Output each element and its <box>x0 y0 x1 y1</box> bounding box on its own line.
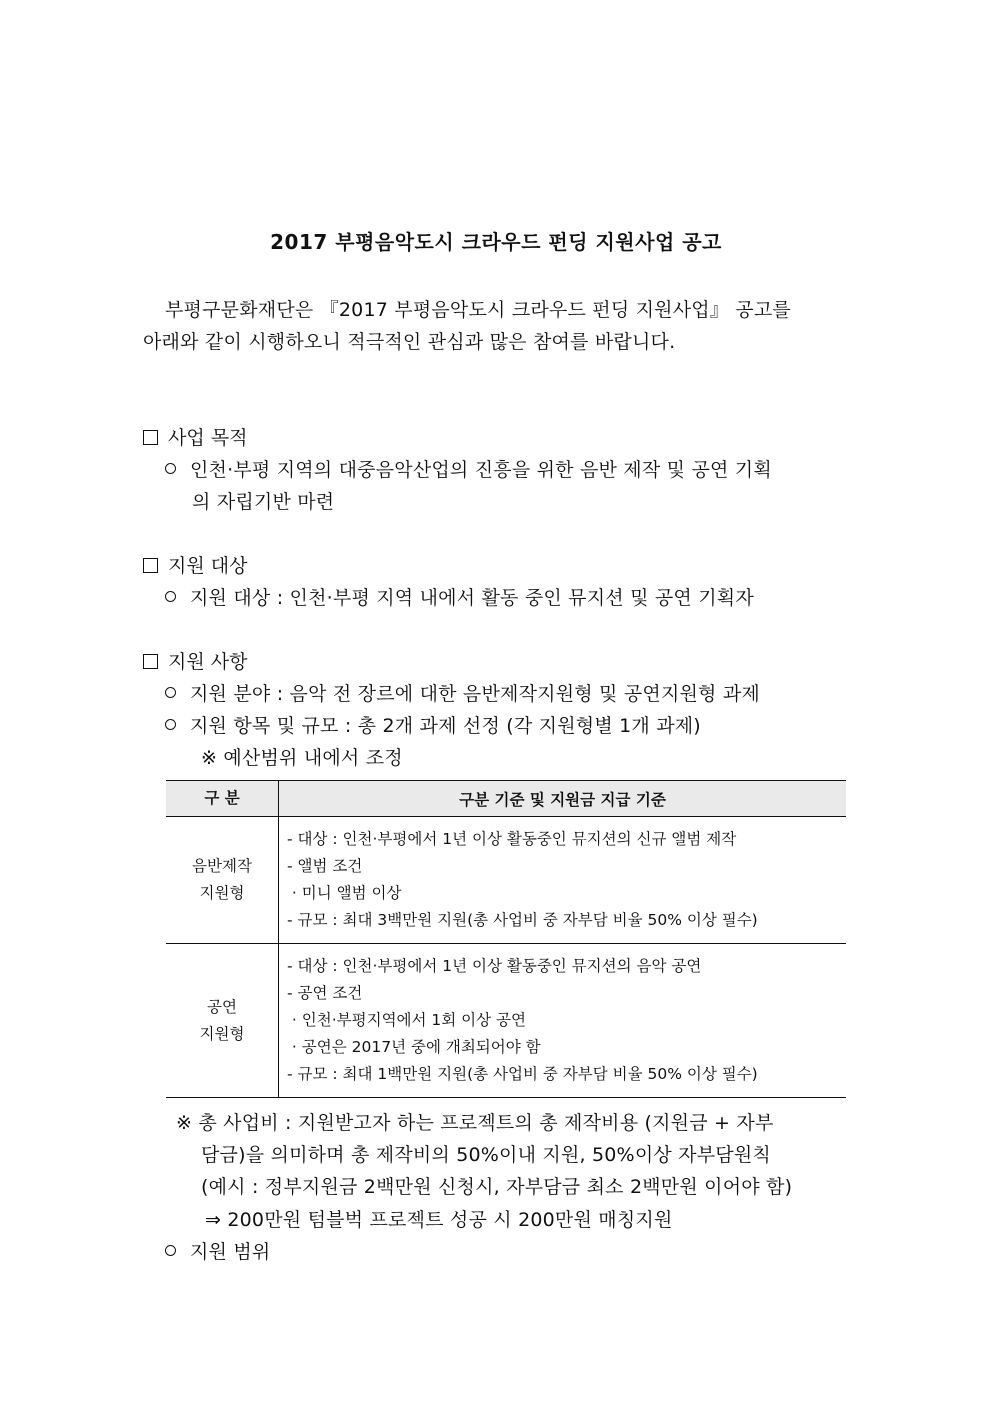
row-category-line: 지원형 <box>199 1024 245 1043</box>
criteria-line: - 공연 조건 <box>287 984 363 1002</box>
criteria-line: - 앨범 조건 <box>287 857 363 875</box>
circle-bullet-icon <box>165 1245 176 1256</box>
details-bullet-2 <box>165 711 701 738</box>
checkbox-square-icon <box>143 654 158 669</box>
row-category-line: 공연 <box>207 997 237 1016</box>
footnote-line-3: (예시 : 정부지원금 2백만원 신청시, 자부담금 최소 2백만원 이어야 함) <box>201 1176 793 1198</box>
document-title: 2017 부평음악도시 크라우드 펀딩 지원사업 공고 <box>270 230 722 254</box>
row-criteria <box>279 944 847 1098</box>
intro-line-2: 아래와 같이 시행하오니 적극적인 관심과 많은 참여를 바랍니다. <box>143 331 676 353</box>
section-target-title: 지원 대상 <box>168 555 248 577</box>
row-category-line: 음반제작 <box>192 857 252 875</box>
section-purpose-heading <box>143 423 247 450</box>
criteria-line: - 대상 : 인천·부평에서 1년 이상 활동중인 뮤지션의 음악 공연 <box>287 957 702 975</box>
criteria-line: - 대상 : 인천·부평에서 1년 이상 활동중인 뮤지션의 신규 앨범 제작 <box>287 830 737 848</box>
row-criteria <box>279 817 847 944</box>
circle-bullet-icon <box>165 719 176 730</box>
table-header-row <box>166 781 846 817</box>
table-header-category: 구 분 <box>166 781 279 817</box>
table-row <box>166 817 846 944</box>
criteria-line: · 인천·부평지역에서 1회 이상 공연 <box>287 1011 527 1029</box>
circle-bullet-icon <box>165 463 176 474</box>
row-category <box>166 944 279 1098</box>
checkbox-square-icon <box>143 558 158 573</box>
target-bullet-text: 지원 대상 : 인천·부평 지역 내에서 활동 중인 뮤지션 및 공연 기획자 <box>190 587 754 609</box>
details-bullet-1 <box>165 679 760 706</box>
table-row <box>166 944 846 1098</box>
row-category <box>166 817 279 944</box>
support-scope-text: 지원 범위 <box>190 1241 271 1263</box>
support-scope-bullet <box>165 1237 270 1264</box>
criteria-line: - 규모 : 최대 3백만원 지원(총 사업비 중 자부담 비율 50% 이상 필수) <box>287 911 758 929</box>
section-details-heading <box>143 647 247 674</box>
target-bullet <box>165 583 754 610</box>
purpose-bullet-text: 인천·부평 지역의 대중음악산업의 진흥을 위한 음반 제작 및 공연 기획 <box>190 459 772 481</box>
purpose-bullet <box>165 455 772 482</box>
circle-bullet-icon <box>165 591 176 602</box>
section-target-heading <box>143 551 247 578</box>
criteria-line: · 미니 앨범 이상 <box>287 884 402 902</box>
circle-bullet-icon <box>165 687 176 698</box>
row-category-line: 지원형 <box>199 884 245 902</box>
support-criteria-table <box>166 780 846 1098</box>
footnote-line-2: 담금)을 의미하며 총 제작비의 50%이내 지원, 50%이상 자부담원칙 <box>201 1144 771 1166</box>
checkbox-square-icon <box>143 430 158 445</box>
intro-line-1: 부평구문화재단은 『2017 부평음악도시 크라우드 펀딩 지원사업』 공고를 <box>165 299 791 321</box>
criteria-line: · 공연은 2017년 중에 개최되어야 함 <box>287 1038 541 1056</box>
footnote-line-4: ⇒ 200만원 텀블벅 프로젝트 성공 시 200만원 매칭지원 <box>205 1209 673 1231</box>
criteria-line: - 규모 : 최대 1백만원 지원(총 사업비 중 자부담 비율 50% 이상 필수) <box>287 1065 758 1083</box>
table-header-criteria: 구분 기준 및 지원금 지급 기준 <box>279 781 847 817</box>
purpose-bullet-cont: 의 자립기반 마련 <box>192 491 335 513</box>
details-bullet-1-text: 지원 분야 : 음악 전 장르에 대한 음반제작지원형 및 공연지원형 과제 <box>190 683 760 705</box>
section-details-title: 지원 사항 <box>168 651 248 673</box>
details-note: ※ 예산범위 내에서 조정 <box>201 747 403 769</box>
section-purpose-title: 사업 목적 <box>168 427 248 449</box>
footnote-line-1: ※ 총 사업비 : 지원받고자 하는 프로젝트의 총 제작비용 (지원금 + 자부 <box>176 1112 774 1134</box>
details-bullet-2-text: 지원 항목 및 규모 : 총 2개 과제 선정 (각 지원형별 1개 과제) <box>190 715 701 737</box>
